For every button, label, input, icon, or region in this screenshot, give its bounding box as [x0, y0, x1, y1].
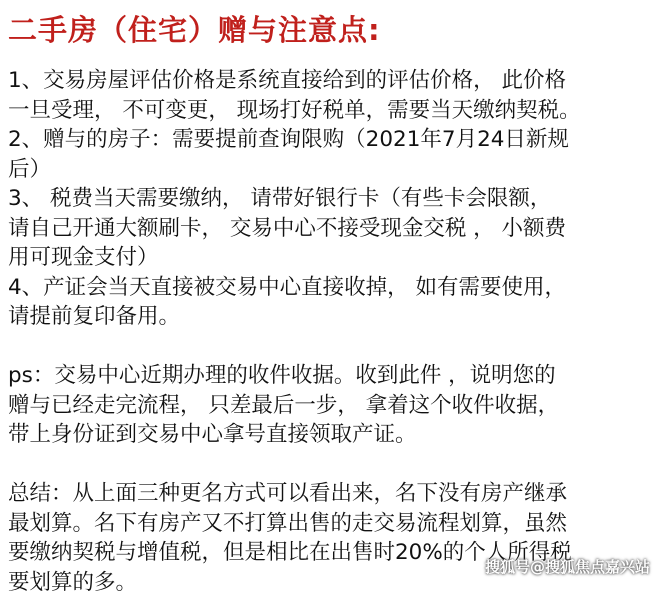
text-line: 带上身份证到交易中心拿号直接领取产证。 [8, 420, 652, 450]
text-line: 用可现金支付） [8, 243, 652, 273]
text-line: 1、交易房屋评估价格是系统直接给到的评估价格， 此价格 [8, 66, 652, 96]
text-line: 要缴纳契税与增值税，但是相比在出售时20%的个人所得税 [8, 538, 652, 568]
text-line: 请自己开通大额刷卡， 交易中心不接受现金交税 ， 小额费 [8, 214, 652, 244]
text-line: 请提前复印备用。 [8, 302, 652, 332]
text-line: 后） [8, 155, 652, 185]
paragraph-gap [8, 332, 652, 362]
text-line: 4、产证会当天直接被交易中心直接收掉， 如有需要使用， [8, 273, 652, 303]
watermark: 搜狐号@搜狐焦点嘉兴站 [485, 556, 650, 577]
text-line: ps：交易中心近期办理的收件收据。收到此件 ，说明您的 [8, 361, 652, 391]
text-line: 要划算的多。 [8, 568, 652, 597]
text-line: 赠与已经走完流程， 只差最后一步， 拿着这个收件收据， [8, 391, 652, 421]
text-line: 一旦受理， 不可变更， 现场打好税单，需要当天缴纳契税。 [8, 96, 652, 126]
text-line: 总结：从上面三种更名方式可以看出来，名下没有房产继承 [8, 479, 652, 509]
notice-body [8, 66, 652, 597]
text-line: 3、 税费当天需要缴纳， 请带好银行卡（有些卡会限额， [8, 184, 652, 214]
page-title: 二手房（住宅）赠与注意点: [8, 8, 381, 49]
text-line: 2、赠与的房子：需要提前查询限购（2021年7月24日新规 [8, 125, 652, 155]
paragraph-gap [8, 450, 652, 480]
text-line: 最划算。名下有房产又不打算出售的走交易流程划算，虽然 [8, 509, 652, 539]
